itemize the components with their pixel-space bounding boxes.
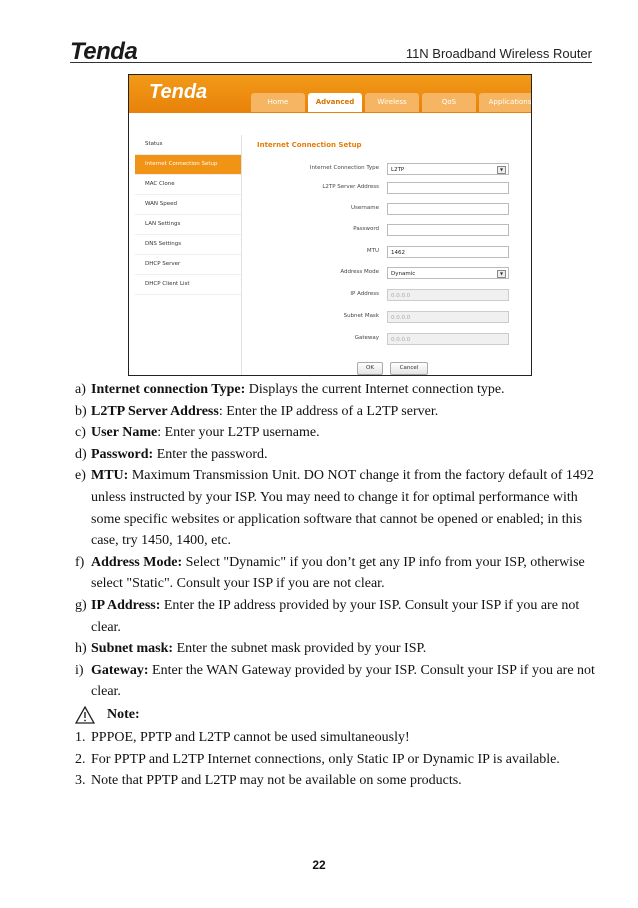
mtu-row (257, 246, 527, 260)
tenda-logo: Tenda (70, 38, 138, 65)
sidebar-item-status[interactable]: Status (135, 135, 241, 155)
warning-triangle-icon (75, 706, 95, 724)
password-input[interactable] (387, 224, 509, 236)
item-text: Enter the IP address provided by your ISP. Consult your ISP if you are not clear. (91, 597, 580, 635)
item-text: Enter the password. (153, 446, 268, 462)
item-text: : Enter your L2TP username. (157, 425, 320, 441)
router-logo: Tenda (149, 81, 208, 103)
ok-button[interactable]: OK (357, 362, 383, 375)
cancel-button[interactable]: Cancel (390, 362, 428, 375)
mask-label: Subnet Mask (343, 313, 379, 319)
item-term: Address Mode: (91, 554, 183, 570)
sidebar-divider (241, 135, 242, 375)
note-text: Note that PPTP and L2TP may not be available on some products. (91, 773, 462, 789)
server-address-input[interactable] (387, 182, 509, 194)
item-marker: e) (75, 468, 86, 484)
address-mode-label: Address Mode (340, 269, 379, 275)
connection-type-row (257, 163, 527, 177)
mask-row (257, 311, 527, 325)
item-term: User Name (91, 425, 158, 441)
router-tabs (251, 93, 532, 113)
gateway-row (257, 333, 527, 347)
list-item (75, 379, 595, 401)
ip-address-input[interactable]: 0.0.0.0 (387, 289, 509, 301)
note-marker: 2. (75, 751, 86, 767)
note-heading (75, 703, 595, 727)
note-item (75, 749, 595, 771)
item-term: IP Address: (91, 597, 161, 613)
list-item (75, 595, 595, 638)
connection-type-label: Internet Connection Type (309, 165, 379, 171)
list-item (75, 444, 595, 466)
list-item (75, 638, 595, 660)
note-marker: 1. (75, 729, 86, 745)
connection-type-value: L2TP (391, 167, 405, 173)
username-label: Username (350, 205, 379, 211)
page-number: 22 (312, 858, 326, 872)
note-item (75, 770, 595, 792)
router-sidebar (135, 135, 241, 295)
item-marker: g) (75, 597, 87, 613)
sidebar-item-dhcp-server[interactable]: DHCP Server (135, 255, 241, 275)
sidebar-item-dns-settings[interactable]: DNS Settings (135, 235, 241, 255)
password-row (257, 224, 527, 238)
item-text: Enter the subnet mask provided by your ISP. (173, 641, 427, 657)
item-text: Displays the current Internet connection type. (245, 382, 505, 397)
header-product-title: 11N Broadband Wireless Router (405, 46, 592, 61)
ip-row (257, 289, 527, 303)
item-text: Enter the WAN Gateway provided by your ISP. Consult your ISP if you are not clear. (91, 662, 595, 700)
item-term: Internet connection Type: (91, 382, 246, 397)
password-label: Password (353, 226, 379, 232)
list-item (75, 401, 595, 423)
chevron-down-icon: ▼ (497, 166, 506, 174)
item-text: Maximum Transmission Unit. DO NOT change it from the factory default of 1492 unless instructed by your ISP. You may need to change it for optimal performance with some specific websites or application software that cannot be opened or enabled; in this case, try 1450, 1400, etc. (91, 468, 594, 549)
address-mode-value: Dynamic (391, 271, 416, 277)
gateway-input[interactable]: 0.0.0.0 (387, 333, 509, 345)
item-term: Password: (91, 446, 154, 462)
sidebar-item-dhcp-client-list[interactable]: DHCP Client List (135, 275, 241, 295)
item-term: Subnet mask: (91, 641, 174, 657)
item-term: MTU: (91, 468, 129, 484)
ip-label: IP Address (350, 291, 379, 297)
item-term: L2TP Server Address (91, 403, 219, 419)
item-marker: f) (75, 554, 85, 570)
router-top-bar (129, 75, 531, 113)
item-marker: i) (75, 662, 84, 678)
server-label: L2TP Server Address (322, 184, 379, 190)
note-text: For PPTP and L2TP Internet connections, only Static IP or Dynamic IP is available. (91, 751, 560, 767)
router-ui-screenshot (128, 74, 532, 376)
chevron-down-icon: ▼ (497, 270, 506, 278)
item-text: : Enter the IP address of a L2TP server. (218, 403, 439, 419)
tab-wireless[interactable]: Wireless (365, 93, 419, 112)
item-text: Select "Dynamic" if you don’t get any IP info from your ISP, otherwise select "Static". Consult your ISP if you are not clear. (91, 554, 585, 592)
connection-type-select[interactable] (387, 163, 509, 175)
header-rule (70, 62, 592, 63)
subnet-mask-input[interactable]: 0.0.0.0 (387, 311, 509, 323)
item-marker: d) (75, 446, 87, 462)
sidebar-item-wan-speed[interactable]: WAN Speed (135, 195, 241, 215)
item-marker: c) (75, 425, 86, 441)
tab-home[interactable]: Home (251, 93, 305, 112)
sidebar-item-internet-connection-setup[interactable]: Internet Connection Setup (135, 155, 241, 175)
gateway-label: Gateway (354, 335, 379, 341)
mtu-input[interactable]: 1462 (387, 246, 509, 258)
sidebar-item-mac-clone[interactable]: MAC Clone (135, 175, 241, 195)
note-text: PPPOE, PPTP and L2TP cannot be used simultaneously! (91, 729, 410, 745)
address-mode-row (257, 267, 527, 281)
tab-applications[interactable]: Applications (479, 93, 532, 112)
item-marker: h) (75, 641, 87, 657)
mtu-label: MTU (366, 248, 379, 254)
list-item (75, 465, 595, 551)
list-item (75, 422, 595, 444)
tab-qos[interactable]: QoS (422, 93, 476, 112)
list-item (75, 660, 595, 703)
tab-advanced[interactable]: Advanced (308, 93, 362, 112)
sidebar-item-lan-settings[interactable]: LAN Settings (135, 215, 241, 235)
username-row (257, 203, 527, 217)
field-descriptions (75, 379, 595, 792)
note-marker: 3. (75, 773, 86, 789)
note-item (75, 727, 595, 749)
section-title: Internet Connection Setup (257, 141, 362, 149)
address-mode-select[interactable] (387, 267, 509, 279)
item-term: Gateway: (91, 662, 149, 678)
server-row (257, 182, 527, 196)
note-label: Note: (107, 707, 140, 723)
item-marker: a) (75, 382, 86, 397)
username-input[interactable] (387, 203, 509, 215)
list-item (75, 552, 595, 595)
item-marker: b) (75, 403, 87, 419)
